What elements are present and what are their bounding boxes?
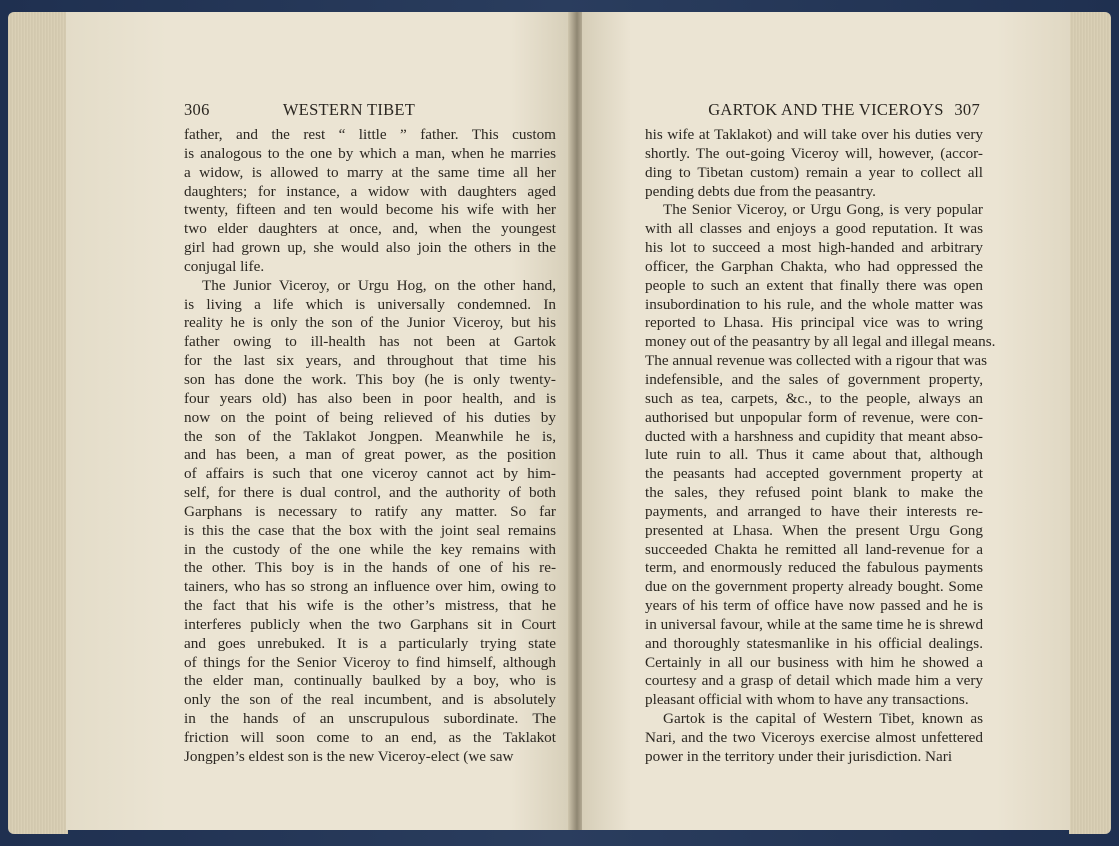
paragraph: [645, 710, 983, 767]
text-line: officer, the Garphan Chakta, who had oppressed the: [645, 257, 983, 275]
text-line: Nari, and the two Viceroys exercise almost unfettered: [645, 729, 983, 746]
text-line: pending debts due from the peasantry.: [645, 182, 876, 200]
text-line: ding to Tibetan custom) remain a year to collect all: [645, 163, 983, 181]
text-line: Gartok is the capital of Western Tibet, known as: [663, 710, 983, 728]
text-line: due on the government property already bought. Some: [645, 578, 983, 596]
text-line: twenty, fifteen and ten would become his wife with her: [184, 201, 556, 219]
page-edges-right: [1069, 12, 1111, 834]
text-line: such as tea, carpets, &c., to the people, always an: [645, 389, 983, 407]
text-line: interferes publicly when the two Garphans sit in Court: [184, 615, 556, 633]
text-line: in the custody of the one while the key remains with: [184, 540, 556, 558]
left-page-body: [184, 126, 556, 767]
text-line: and goes unrebuked. It is a particularly trying state: [184, 634, 556, 652]
text-line: payments, and arranged to have their interests re-: [645, 502, 983, 520]
page-number: 307: [954, 100, 980, 119]
text-line: shortly. The out-going Viceroy will, however, (accor-: [645, 144, 983, 162]
text-line: courtesy and a grasp of detail which made him a very: [645, 672, 983, 690]
text-line: the fact that his wife is the other’s mistress, that he: [184, 597, 556, 615]
text-line: indefensible, and the sales of government property,: [645, 370, 983, 388]
text-line: people to such an extent that finally there was open: [645, 276, 983, 294]
text-line: his lot to succeed a most high-handed and arbitrary: [645, 239, 983, 257]
text-line: girl had grown up, she would also join the others in the: [184, 239, 556, 257]
text-line: the elder man, continually baulked by a boy, who is: [184, 672, 556, 690]
text-line: father, and the rest “ little ” father. This custom: [184, 126, 556, 143]
text-line: a widow, is allowed to marry at the same time all her: [184, 163, 556, 181]
text-line: money out of the peasantry by all legal and illegal means.: [645, 333, 996, 351]
text-line: is this the case that the box with the joint seal remains: [184, 521, 556, 539]
text-line: father owing to ill-health has not been at Gartok: [184, 333, 556, 351]
text-line: reality he is only the son of the Junior Viceroy, but his: [184, 314, 556, 332]
text-line: and thoroughly statesmanlike in his official dealings.: [645, 634, 983, 652]
left-page: [66, 12, 572, 830]
text-line: daughters; for instance, a widow with daughters aged: [184, 182, 556, 200]
text-line: pleasant official with whom to have any transactions.: [645, 691, 969, 709]
text-line: authorised but unpopular form of revenue, were con-: [645, 408, 983, 426]
text-line: power in the territory under their jurisdiction. Nari: [645, 747, 953, 765]
right-page: [582, 12, 1070, 830]
text-line: lute ruin to all. Thus it came about that, although: [645, 446, 983, 464]
text-line: the son of the Taklakot Jongpen. Meanwhile he is,: [184, 427, 556, 445]
text-line: in the hands of an unscrupulous subordinate. The: [184, 710, 556, 728]
text-line: ducted with a harshness and cupidity that meant abso-: [645, 427, 983, 445]
page-edges-left: [8, 12, 68, 834]
running-head: WESTERN TIBET: [282, 100, 416, 119]
text-line: his wife at Taklakot) and will take over his duties very: [645, 126, 983, 143]
page-number: 306: [184, 100, 210, 119]
text-line: now on the point of being relieved of his duties by: [184, 408, 556, 426]
text-line: succeeded Chakta he remitted all land-revenue for a: [645, 540, 983, 558]
text-line: insubordination to his rule, and the whole matter was: [645, 295, 983, 313]
text-line: is analogous to the one by which a man, when he marries: [184, 144, 556, 162]
text-line: only the son of the real incumbent, and is absolutely: [184, 691, 556, 709]
text-line: the sales, they refused point blank to make the: [645, 484, 983, 502]
text-line: four years old) has also been in poor health, and is: [184, 389, 556, 407]
text-line: two elder daughters at once, and, when the youngest: [184, 220, 556, 238]
text-line: The Junior Viceroy, or Urgu Hog, on the other hand,: [202, 276, 556, 294]
text-line: The Senior Viceroy, or Urgu Gong, is very popular: [663, 201, 983, 219]
text-line: and has been, a man of great power, as the position: [184, 446, 556, 464]
paragraph: [184, 277, 556, 767]
text-line: self, for there is dual control, and the authority of both: [184, 484, 556, 502]
text-line: years of his term of office have now passed and he is: [645, 597, 983, 615]
right-page-body: [645, 126, 996, 767]
text-line: is living a life which is universally condemned. In: [184, 295, 556, 313]
running-head: GARTOK AND THE VICEROYS: [708, 100, 944, 119]
text-line: son has done the work. This boy (he is only twenty-: [184, 370, 556, 388]
text-line: Garphans is necessary to ratify any matter. So far: [184, 502, 556, 520]
text-line: Jongpen’s eldest son is the new Viceroy-elect (we saw: [184, 747, 514, 765]
text-line: of affairs is such that one viceroy cannot act by him-: [184, 465, 556, 483]
text-line: in universal favour, while at the same time he is shrewd: [645, 615, 984, 633]
text-line: The annual revenue was collected with a rigour that was: [645, 352, 988, 370]
text-line: conjugal life.: [184, 257, 265, 275]
text-line: the peasants had accepted government property at: [645, 465, 983, 483]
text-line: friction will soon come to an end, as the Taklakot: [184, 729, 556, 746]
text-line: for the last six years, and throughout that time his: [184, 352, 556, 370]
text-line: Certainly in all our business with him he showed a: [645, 653, 983, 671]
text-line: the other. This boy is in the hands of one of his re-: [184, 559, 556, 577]
paragraph: [645, 201, 996, 710]
paragraph: [645, 126, 983, 201]
text-line: with all classes and enjoys a good reputation. It was: [645, 220, 983, 238]
text-line: presented at Lhasa. When the present Urgu Gong: [645, 521, 983, 539]
text-line: of things for the Senior Viceroy to find himself, although: [184, 653, 556, 671]
text-line: tainers, who has so strong an influence over him, owing to: [184, 578, 556, 596]
text-line: term, and enormously reduced the fabulous payments: [645, 559, 983, 577]
text-line: reported to Lhasa. His principal vice was to wring: [645, 314, 983, 332]
paragraph: [184, 126, 556, 277]
